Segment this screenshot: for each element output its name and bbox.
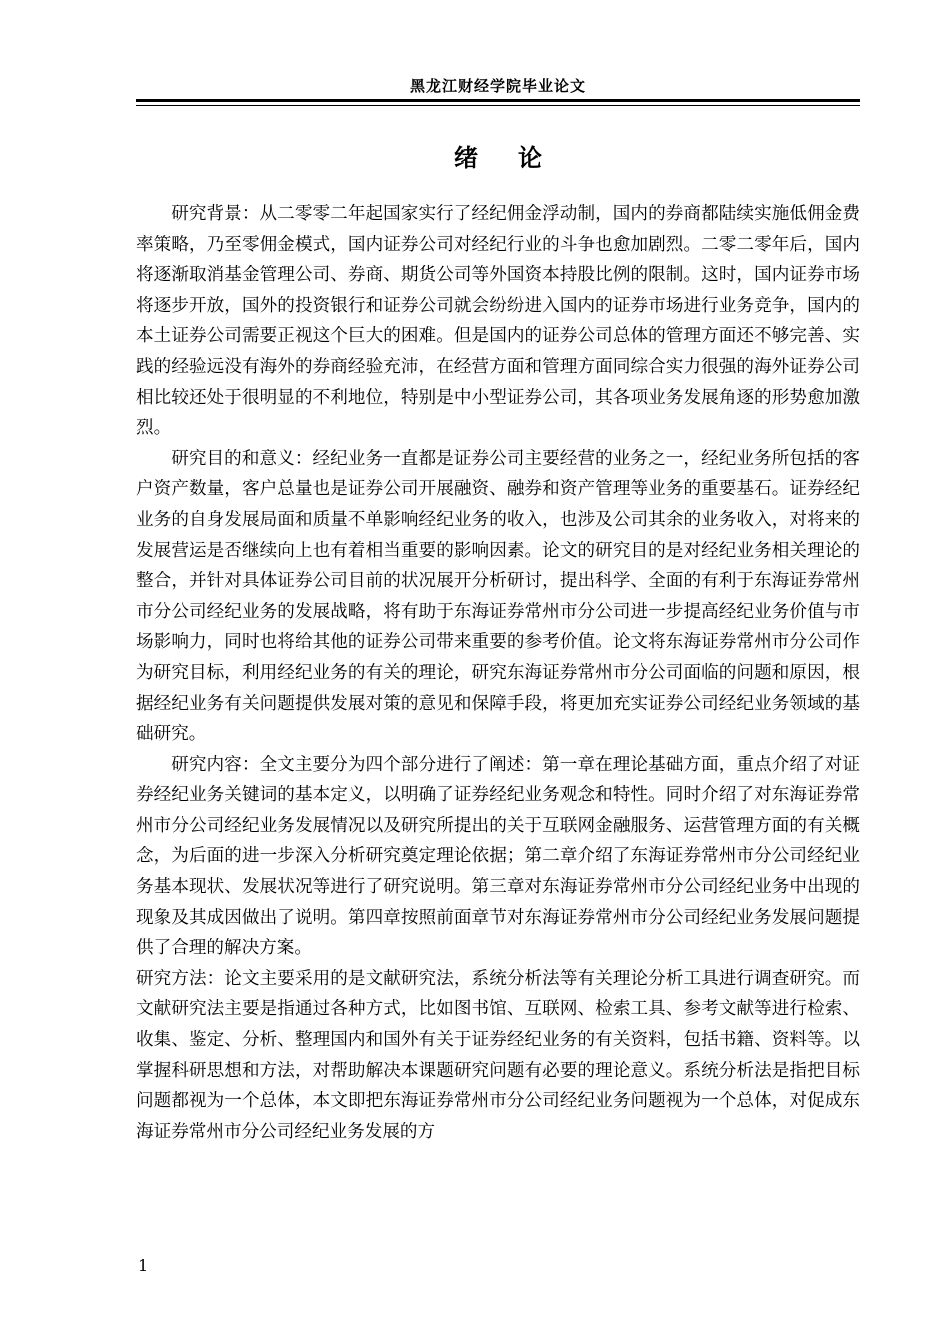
body-text: [136, 199, 860, 1147]
paragraph-research-method: 研究方法：论文主要采用的是文献研究法，系统分析法等有关理论分析工具进行调查研究。而文献研究法主要是指通过各种方式，比如图书馆、互联网、检索工具、参考文献等进行检索、收集、鉴定、分析、整理国内和国外有关于证券经纪业务的有关资料，包括书籍、资料等。以掌握科研思想和方法，对帮助解决本课题研究问题有必要的理论意义。系统分析法是指把目标问题都视为一个总体，本文即把东海证券常州市分公司经纪业务问题视为一个总体，对促成东海证券常州市分公司经纪业务发展的方: [136, 968, 860, 1142]
paragraph-research-purpose: 研究目的和意义：经纪业务一直都是证券公司主要经营的业务之一，经纪业务所包括的客户资产数量，客户总量也是证券公司开展融资、融券和资产管理等业务的重要基石。证券经纪业务的自身发展局面和质量不单影响经纪业务的收入，也涉及公司其余的业务收入，对将来的发展营运是否继续向上也有着相当重要的影响因素。论文的研究目的是对经纪业务相关理论的整合，并针对具体证券公司目前的状况展开分析研讨，提出科学、全面的有利于东海证券常州市分公司经纪业务的发展战略，将有助于东海证券常州市分公司进一步提高经纪业务价值与市场影响力，同时也将给其他的证券公司带来重要的参考价值。论文将东海证券常州市分公司作为研究目标，利用经纪业务的有关的理论，研究东海证券常州市分公司面临的问题和原因，根据经纪业务有关问题提供发展对策的意见和保障手段，将更加充实证券公司经纪业务领域的基础研究。: [136, 448, 860, 745]
header-rule-thin: [136, 105, 860, 106]
header-rule-thick: [136, 99, 860, 102]
paragraph-research-background: 研究背景：从二零零二年起国家实行了经纪佣金浮动制，国内的券商都陆续实施低佣金费率策略，乃至零佣金模式，国内证券公司对经纪行业的斗争也愈加剧烈。二零二零年后，国内将逐渐取消基金管理公司、券商、期货公司等外国资本持股比例的限制。这时，国内证券市场将逐步开放，国外的投资银行和证券公司就会纷纷进入国内的证券市场进行业务竞争，国内的本土证券公司需要正视这个巨大的困难。但是国内的证券公司总体的管理方面还不够完善、实践的经验远没有海外的券商经验充沛，在经营方面和管理方面同综合实力很强的海外证券公司相比较还处于很明显的不利地位，特别是中小型证券公司，其各项业务发展角逐的形势愈加激烈。: [136, 204, 860, 439]
running-header: 黑龙江财经学院毕业论文: [409, 77, 586, 95]
paragraph-research-content: 研究内容：全文主要分为四个部分进行了阐述：第一章在理论基础方面，重点介绍了对证券经纪业务关键词的基本定义，以明确了证券经纪业务观念和特性。同时介绍了对东海证券常州市分公司经纪业务发展情况以及研究所提出的关于互联网金融服务、运营管理方面的有关概念，为后面的进一步深入分析研究奠定理论依据；第二章介绍了东海证券常州市分公司经纪业务基本现状、发展状况等进行了研究说明。第三章对东海证券常州市分公司经纪业务中出现的现象及其成因做出了说明。第四章按照前面章节对东海证券常州市分公司经纪业务发展问题提供了合理的解决方案。: [136, 754, 860, 959]
chapter-title: 绪论: [454, 143, 582, 172]
page-number: 1: [138, 1256, 149, 1275]
